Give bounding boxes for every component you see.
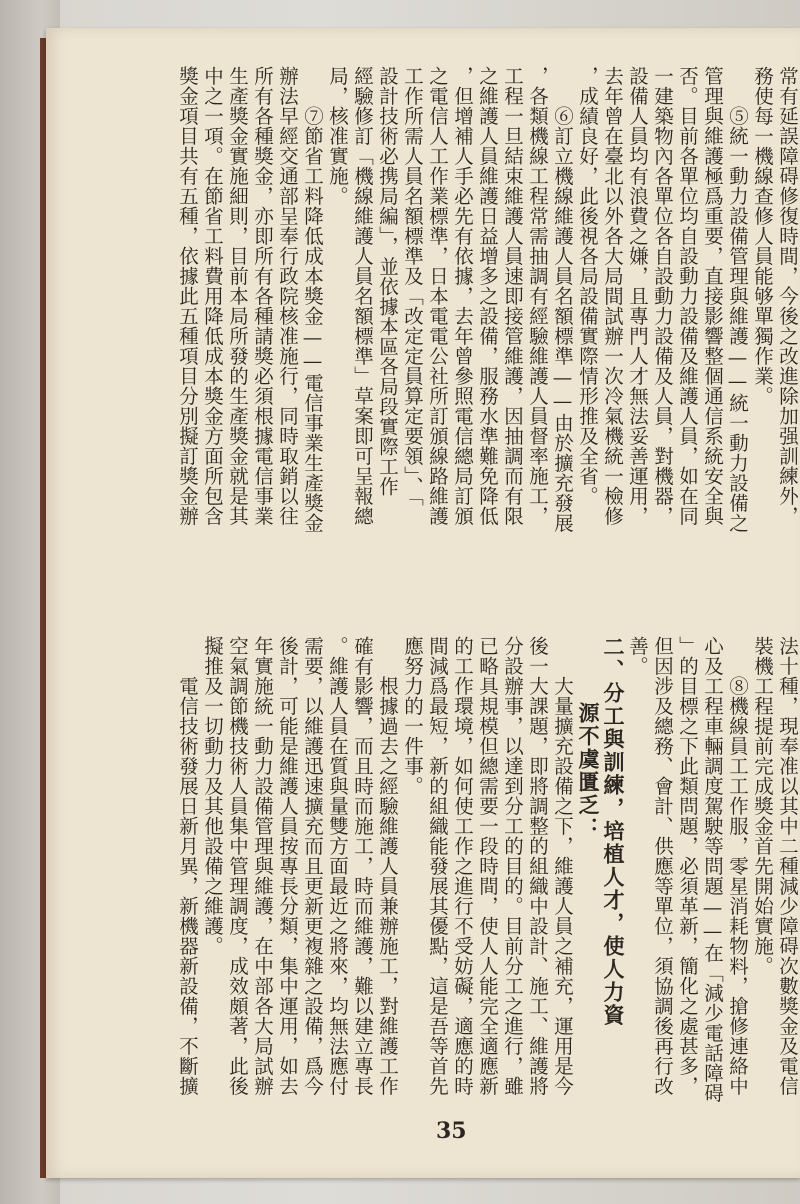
bottom-text-column — [176, 636, 800, 1164]
text-line: 所有各種獎金，亦即所有各種請獎必須根據電信事業 — [251, 66, 274, 526]
text-line: 善。 — [626, 636, 649, 676]
text-line: 擬推及一切動力及其他設備之維護。 — [201, 636, 224, 956]
text-line: 工程一旦結束維護人員速即接管維護，因抽調而有限 — [501, 66, 524, 526]
section-heading: 二、分工與訓練，培植人才，使人力資 — [601, 636, 625, 1027]
text-line: 根據過去之經驗維護人員兼辦施工，對維護工作 — [376, 676, 399, 1096]
text-line: 後計，可能是維護人員按專長分類，集中運用，如去 — [276, 636, 299, 1096]
text-line: 一建築物內各單位各自設動力設備及人員，對機器， — [651, 66, 674, 526]
text-line: 常有延誤障碍修復時間，今後之改進除加强訓練外， — [776, 66, 799, 526]
text-line: 但因涉及總務、會計、供應等單位，須協調後再行改 — [651, 636, 674, 1096]
text-line: 年實施統一動力設備管理與維護，在中部各大局試辦 — [251, 636, 274, 1096]
text-line: 設備人員均有浪費之嫌，且專門人才無法妥善運用， — [626, 66, 649, 526]
text-line: 分設辦事，以達到分工的目的。目前分工之進行，雖 — [501, 636, 524, 1096]
text-line: 之維護人員維護日益增多之設備，服務水準難免降低 — [476, 66, 499, 526]
text-line: 間減爲最短，新的組織能發展其優點，這是吾等首先 — [426, 636, 449, 1096]
text-line: 空氣調節機技術人員集中管理調度，成效頗著，此後 — [226, 636, 249, 1096]
text-line: ，各類機線工程常需抽調有經驗維護人員督率施工， — [526, 66, 549, 526]
text-line: ，但增補人手必先有依據，去年曾參照電信總局訂頒 — [451, 66, 474, 526]
text-line: 電信技術發展日新月異，新機器新設備，不斷擴 — [176, 676, 199, 1096]
text-line: 的工作環境，如何使工作之進行不受妨礙，適應的時 — [451, 636, 474, 1096]
text-line: 需要，以維護迅速擴充而且更新更複雜之設備，爲今 — [301, 636, 324, 1096]
text-line: 否。目前各單位均自設動力設備及維護人員，如在同 — [676, 66, 699, 526]
text-line: ⑦節省工料降低成本獎金——電信事業生產獎金 — [301, 106, 324, 533]
text-line: 確有影響，而且時而施工，時而維護，難以建立專長 — [351, 636, 374, 1096]
text-line: 務使每一機線查修人員能够單獨作業。 — [751, 66, 774, 406]
text-line: 設計技術必携局編」，並依據本區各局段實際工作 — [376, 66, 399, 497]
text-line: 心及工程車輛調度駕駛等問題——在「減少電話障碍 — [701, 636, 724, 1103]
text-line: 生產獎金實施細則，目前本局所發的生產獎金就是其 — [226, 66, 249, 526]
text-line: 後一大課題，即將調整的組織中設計、施工、維護將 — [526, 636, 549, 1096]
text-line: 獎金項目共有五種，依據此五種項目分別擬訂獎金辦 — [176, 66, 199, 526]
text-line: ⑧機線員工工作服，零星消耗物料，搶修連絡中 — [726, 676, 749, 1096]
text-line: 經驗修訂「機線維護人員名額標準」草案即可呈報總 — [351, 66, 374, 526]
text-line: ⑤統一動力設備管理與維護——統一動力設備之 — [726, 106, 749, 533]
text-line: 之電信人工作業標準，日本電電公社所訂頒線路維護 — [426, 66, 449, 526]
section-heading-continuation: 源不虞匱乏： — [576, 702, 600, 840]
text-line: 已略具規模但總需要一段時間，使人人能完全適應新 — [476, 636, 499, 1096]
text-line: 大量擴充設備之下，維護人員之補充，運用是今 — [551, 676, 574, 1096]
text-line: 工作所需人員名額標準及「改定定員算定要領」、「 — [401, 66, 424, 507]
text-line: 裝機工程提前完成獎金首先開始實施。 — [751, 636, 774, 976]
text-line: 」的目標之下此類問題，必須革新，簡化之處甚多， — [676, 636, 699, 1096]
text-line: 。維護人員在質與量雙方面最近之將來，均無法應付 — [326, 636, 349, 1096]
text-line: 管理與維護極爲重要，直接影響整個通信系統安全與 — [701, 66, 724, 526]
page-number: 35 — [436, 1118, 467, 1144]
book-page — [46, 28, 800, 1178]
text-line: 中之一項。在節省工料費用降低成本獎金方面所包含 — [201, 66, 224, 526]
text-line: 法十種，現奉准以其中二種減少障碍次數獎金及電信 — [776, 636, 799, 1096]
text-line: ⑥訂立機線維護人員名額標準——由於擴充發展 — [551, 106, 574, 533]
top-text-column — [140, 66, 800, 594]
text-line: 應努力的一件事。 — [401, 636, 424, 796]
text-line: 局，核准實施。 — [326, 66, 349, 206]
text-line: 辦法早經交通部呈奉行政院核准施行，同時取銷以往 — [276, 66, 299, 526]
text-line: ，成績良好，此後視各局設備實際情形推及全省。 — [576, 66, 599, 506]
text-line: 去年曾在臺北以外各大局間試辦一次冷氣機統一檢修 — [601, 66, 624, 526]
